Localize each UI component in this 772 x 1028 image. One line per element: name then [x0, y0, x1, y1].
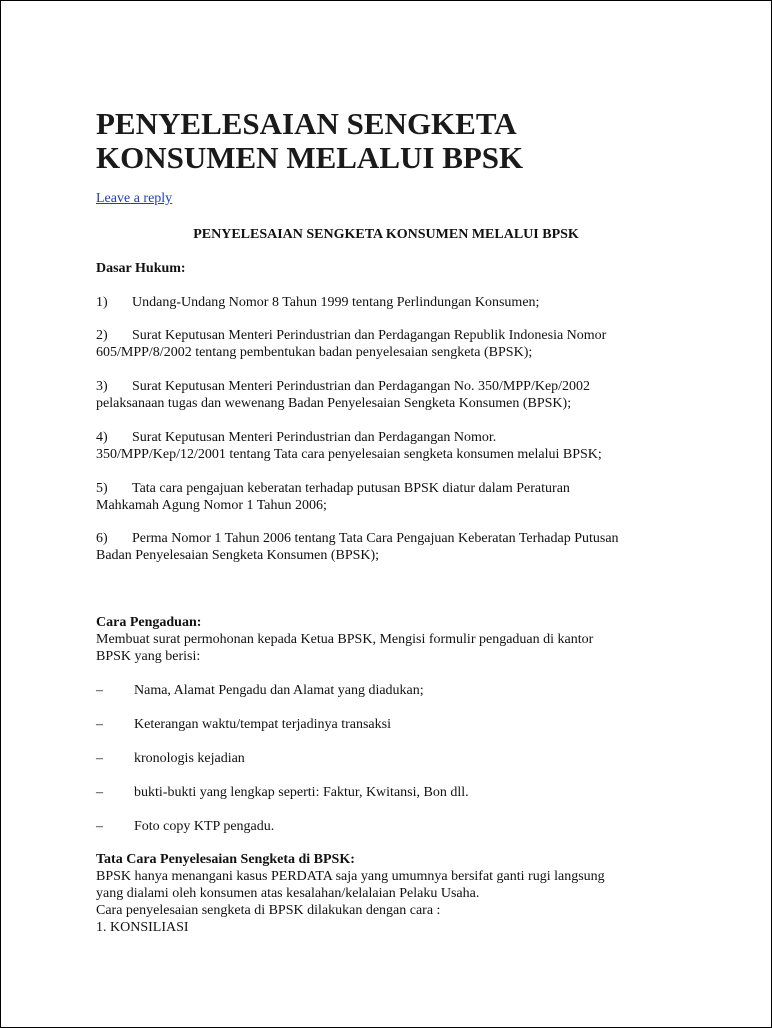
cara-pengaduan-section	[96, 614, 686, 665]
item-text-continued: 350/MPP/Kep/12/2001 tentang Tata cara penyelesaian sengketa konsumen melalui BPSK;	[96, 447, 602, 462]
paragraph-line: Cara penyelesaian sengketa di BPSK dilakukan dengan cara :	[96, 903, 441, 918]
dash-bullet: –	[96, 717, 103, 732]
item-number: 3)	[96, 379, 108, 394]
article-subtitle: PENYELESAIAN SENGKETA KONSUMEN MELALUI BPSK	[193, 227, 579, 242]
title-line-2: KONSUMEN MELALUI BPSK	[96, 140, 524, 175]
list-item	[96, 480, 686, 514]
item-text: Undang-Undang Nomor 8 Tahun 1999 tentang Perlindungan Konsumen;	[132, 295, 540, 310]
dash-bullet: –	[96, 819, 103, 834]
dash-bullet: –	[96, 683, 103, 698]
item-text: Perma Nomor 1 Tahun 2006 tentang Tata Cara Pengajuan Keberatan Terhadap Putusan	[132, 531, 619, 546]
item-number: 5)	[96, 481, 108, 496]
paragraph-line: 1. KONSILIASI	[96, 920, 189, 935]
leave-a-reply-link[interactable]: Leave a reply	[96, 191, 173, 206]
tata-cara-heading: Tata Cara Penyelesaian Sengketa di BPSK:	[96, 852, 355, 867]
cara-intro-line-2: BPSK yang berisi:	[96, 649, 201, 664]
item-number: 4)	[96, 430, 108, 445]
dasar-hukum-heading: Dasar Hukum:	[96, 261, 186, 276]
item-text: kronologis kejadian	[134, 751, 245, 766]
item-text: Tata cara pengajuan keberatan terhadap putusan BPSK diatur dalam Peraturan	[132, 481, 570, 496]
list-item	[96, 429, 686, 463]
list-item	[96, 716, 686, 733]
item-text-continued: Badan Penyelesaian Sengketa Konsumen (BPSK);	[96, 548, 380, 563]
list-item	[96, 327, 686, 361]
dash-bullet: –	[96, 785, 103, 800]
list-item	[96, 784, 686, 801]
dash-bullet: –	[96, 751, 103, 766]
item-number: 1)	[96, 295, 108, 310]
item-text: Surat Keputusan Menteri Perindustrian dan Perdagangan No. 350/MPP/Kep/2002	[132, 379, 591, 394]
item-number: 2)	[96, 328, 108, 343]
paragraph-line: yang dialami oleh konsumen atas kesalahan/kelalaian Pelaku Usaha.	[96, 886, 480, 901]
item-text-continued: Mahkamah Agung Nomor 1 Tahun 2006;	[96, 498, 327, 513]
item-text: Nama, Alamat Pengadu dan Alamat yang diadukan;	[134, 683, 424, 698]
item-number: 6)	[96, 531, 108, 546]
title-line-1: PENYELESAIAN SENGKETA	[96, 106, 517, 141]
list-item	[96, 294, 686, 311]
item-text-continued: pelaksanaan tugas dan wewenang Badan Penyelesaian Sengketa Konsumen (BPSK);	[96, 396, 572, 411]
list-item	[96, 530, 686, 564]
paragraph-line: BPSK hanya menangani kasus PERDATA saja yang umumnya bersifat ganti rugi langsung	[96, 869, 605, 884]
list-item	[96, 750, 686, 767]
item-text: Surat Keputusan Menteri Perindustrian dan Perdagangan Nomor.	[132, 430, 497, 445]
item-text-continued: 605/MPP/8/2002 tentang pembentukan badan penyelesaian sengketa (BPSK);	[96, 345, 533, 360]
list-item	[96, 682, 686, 699]
list-item	[96, 818, 686, 835]
tata-cara-section	[96, 851, 686, 936]
list-item	[96, 378, 686, 412]
item-text: bukti-bukti yang lengkap seperti: Faktur, Kwitansi, Bon dll.	[134, 785, 469, 800]
item-text: Keterangan waktu/tempat terjadinya transaksi	[134, 717, 391, 732]
item-text: Foto copy KTP pengadu.	[134, 819, 275, 834]
cara-pengaduan-heading: Cara Pengaduan:	[96, 615, 202, 630]
item-text: Surat Keputusan Menteri Perindustrian dan Perdagangan Republik Indonesia Nomor	[132, 328, 607, 343]
cara-intro-line-1: Membuat surat permohonan kepada Ketua BPSK, Mengisi formulir pengaduan di kantor	[96, 632, 594, 647]
article-title	[96, 107, 696, 175]
